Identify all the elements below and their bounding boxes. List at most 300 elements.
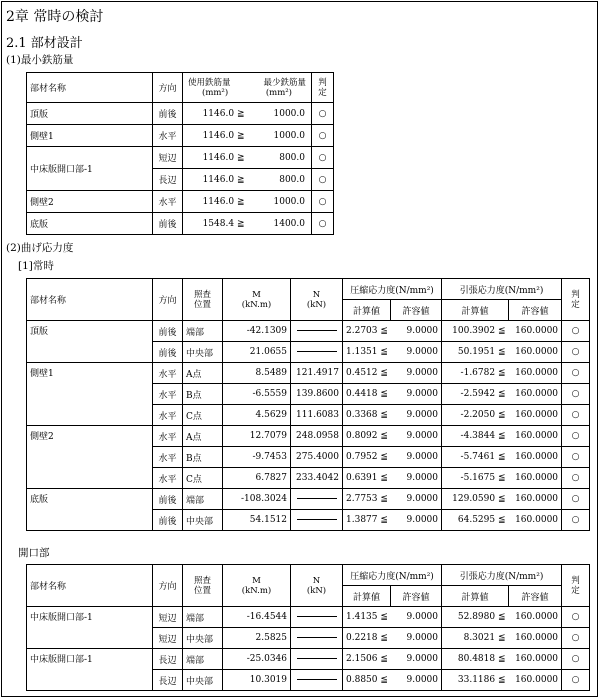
judge-ok-mark: ○ — [318, 218, 327, 229]
bending-header-n: N — [312, 289, 321, 300]
compress-calc-cell — [343, 363, 391, 384]
section-title: 2.1 部材設計 — [6, 36, 83, 51]
leq-symbol: ≦ — [380, 473, 388, 483]
tension-calc-cell — [442, 649, 509, 670]
tension-calc-cell — [442, 363, 509, 384]
compress-allow-cell: 9.0000 — [391, 489, 442, 510]
leq-symbol: ≦ — [497, 612, 506, 622]
position-cell: C点 — [183, 405, 223, 426]
axial-dash — [297, 679, 337, 680]
direction-cell: 前後 — [153, 489, 183, 510]
axial-value: 233.4042 — [296, 473, 339, 483]
member-cell: 頂版 — [27, 103, 153, 125]
judge-cell — [312, 147, 334, 169]
tension-calc-value: 33.1186 — [457, 675, 496, 685]
judge-cell — [312, 125, 334, 147]
judge-cell — [562, 405, 590, 426]
judge-cell — [312, 103, 334, 125]
opening-header-n: N — [312, 575, 321, 586]
judge-cell — [562, 342, 590, 363]
direction-cell: 前後 — [153, 213, 183, 235]
axial-cell — [291, 649, 343, 670]
axial-value: 248.0958 — [296, 431, 339, 441]
min-rebar-cell: 1400.0 — [248, 213, 312, 235]
tension-calc-cell — [442, 607, 509, 628]
leq-symbol: ≦ — [497, 389, 506, 399]
header-min: 最少鉄筋量 — [263, 77, 306, 88]
header-judge — [312, 73, 334, 103]
tension-allow-cell: 160.0000 — [509, 342, 562, 363]
tension-allow-cell: 160.0000 — [509, 447, 562, 468]
min-rebar-cell: 800.0 — [248, 169, 312, 191]
judge-cell — [562, 607, 590, 628]
tension-allow-cell: 160.0000 — [509, 426, 562, 447]
judge-cell — [562, 384, 590, 405]
bending-header-direction: 方向 — [153, 279, 183, 321]
direction-cell: 水平 — [153, 405, 183, 426]
axial-cell — [291, 510, 343, 531]
position-cell: 端部 — [183, 321, 223, 342]
axial-cell — [291, 468, 343, 489]
tension-allow-cell: 160.0000 — [509, 607, 562, 628]
used-rebar-value: 1146.0 — [202, 196, 235, 207]
table-row — [27, 321, 590, 342]
header-judge-text: 判定 — [318, 77, 327, 98]
axial-value: 111.6083 — [296, 410, 339, 420]
moment-cell: 54.1512 — [223, 510, 291, 531]
axial-value: 139.8600 — [296, 389, 339, 399]
axial-cell — [291, 405, 343, 426]
tension-allow-cell: 160.0000 — [509, 468, 562, 489]
moment-cell: -42.1309 — [223, 321, 291, 342]
min-rebar-cell: 1000.0 — [248, 103, 312, 125]
judge-ok-mark: ○ — [318, 152, 327, 163]
geq-symbol: ≧ — [236, 108, 245, 119]
member-cell: 側壁2 — [27, 191, 153, 213]
bending-header-m-unit: (kN.m) — [241, 299, 272, 310]
compress-allow-cell: 9.0000 — [391, 468, 442, 489]
axial-dash — [297, 498, 337, 499]
judge-cell — [562, 670, 590, 691]
compress-calc-cell — [343, 489, 391, 510]
opening-header-t-calc: 計算値 — [442, 586, 509, 607]
tension-allow-cell: 160.0000 — [509, 628, 562, 649]
compress-calc-value: 0.2218 — [346, 633, 378, 643]
tension-calc-cell — [442, 468, 509, 489]
moment-cell: -6.5559 — [223, 384, 291, 405]
tension-allow-cell: 160.0000 — [509, 489, 562, 510]
leq-symbol: ≦ — [380, 675, 388, 685]
tension-calc-cell — [442, 447, 509, 468]
compress-calc-value: 0.6391 — [346, 473, 378, 483]
geq-symbol: ≧ — [236, 130, 245, 141]
moment-cell: 21.0655 — [223, 342, 291, 363]
table-row — [27, 125, 334, 147]
leq-symbol: ≦ — [380, 410, 388, 420]
min-rebar-cell: 800.0 — [248, 147, 312, 169]
tension-allow-cell: 160.0000 — [509, 321, 562, 342]
judge-ok-mark: ○ — [571, 389, 580, 399]
leq-symbol: ≦ — [497, 368, 506, 378]
judge-cell — [562, 363, 590, 384]
member-cell: 側壁2 — [27, 426, 153, 489]
leq-symbol: ≦ — [497, 473, 506, 483]
compress-calc-cell — [343, 321, 391, 342]
tension-allow-cell: 160.0000 — [509, 384, 562, 405]
compress-allow-cell: 9.0000 — [391, 384, 442, 405]
position-cell: 端部 — [183, 649, 223, 670]
member-cell: 中床版開口部-1 — [27, 649, 153, 691]
judge-cell — [562, 426, 590, 447]
leq-symbol: ≦ — [380, 494, 388, 504]
member-cell: 中床版開口部-1 — [27, 147, 153, 191]
judge-ok-mark: ○ — [571, 431, 580, 441]
position-cell: A点 — [183, 363, 223, 384]
judge-ok-mark: ○ — [571, 515, 580, 525]
leq-symbol: ≦ — [497, 675, 506, 685]
judge-cell — [562, 447, 590, 468]
compress-allow-cell: 9.0000 — [391, 447, 442, 468]
leq-symbol: ≦ — [380, 347, 388, 357]
tension-calc-value: 100.3902 — [452, 326, 496, 336]
direction-cell: 前後 — [153, 510, 183, 531]
table-row — [27, 191, 334, 213]
tension-calc-value: -5.7461 — [460, 452, 496, 462]
compress-allow-cell: 9.0000 — [391, 628, 442, 649]
leq-symbol: ≦ — [497, 326, 506, 336]
compress-calc-cell — [343, 649, 391, 670]
judge-cell — [562, 489, 590, 510]
axial-dash — [297, 658, 337, 659]
compress-allow-cell: 9.0000 — [391, 342, 442, 363]
direction-cell: 水平 — [153, 447, 183, 468]
leq-symbol: ≦ — [497, 431, 506, 441]
tension-calc-value: 52.8980 — [457, 612, 496, 622]
judge-ok-mark: ○ — [571, 326, 580, 336]
moment-cell: 12.7079 — [223, 426, 291, 447]
position-cell: B点 — [183, 384, 223, 405]
compress-calc-value: 1.3877 — [346, 515, 378, 525]
tension-calc-value: 80.4818 — [457, 654, 496, 664]
used-rebar-cell — [183, 103, 248, 125]
min-rebar-cell: 1000.0 — [248, 191, 312, 213]
used-rebar-value: 1146.0 — [202, 174, 235, 185]
axial-cell — [291, 426, 343, 447]
axial-dash — [297, 351, 337, 352]
tension-allow-cell: 160.0000 — [509, 510, 562, 531]
judge-ok-mark: ○ — [571, 612, 580, 622]
direction-cell: 短辺 — [153, 628, 183, 649]
bending-header-position-text: 照査位置 — [193, 289, 211, 310]
judge-ok-mark: ○ — [318, 196, 327, 207]
header-min-unit: (mm²) — [265, 87, 292, 98]
compress-calc-cell — [343, 510, 391, 531]
judge-cell — [562, 628, 590, 649]
geq-symbol: ≧ — [236, 174, 245, 185]
direction-cell: 水平 — [153, 191, 183, 213]
opening-header-judge-text: 判定 — [571, 575, 580, 596]
min-rebar-heading: (1)最小鉄筋量 — [6, 54, 74, 66]
leq-symbol: ≦ — [380, 431, 388, 441]
position-cell: B点 — [183, 447, 223, 468]
axial-dash — [297, 330, 337, 331]
moment-cell: 8.5489 — [223, 363, 291, 384]
tension-calc-cell — [442, 510, 509, 531]
direction-cell: 水平 — [153, 384, 183, 405]
opening-header-axial — [291, 565, 343, 607]
compress-calc-value: 0.8850 — [346, 675, 378, 685]
leq-symbol: ≦ — [497, 410, 506, 420]
leq-symbol: ≦ — [380, 326, 388, 336]
direction-cell: 長辺 — [153, 670, 183, 691]
axial-cell — [291, 489, 343, 510]
compress-calc-cell — [343, 384, 391, 405]
table-row — [27, 607, 590, 628]
compress-calc-cell — [343, 342, 391, 363]
header-used: 使用鉄筋量 — [188, 77, 231, 88]
position-cell: 端部 — [183, 489, 223, 510]
direction-cell: 前後 — [153, 342, 183, 363]
used-rebar-cell — [183, 147, 248, 169]
opening-header-tension: 引張応力度(N/mm²) — [442, 565, 562, 586]
opening-header-moment — [223, 565, 291, 607]
header-rebar — [183, 73, 312, 103]
tension-calc-value: 129.0590 — [452, 494, 496, 504]
bending-heading: (2)曲げ応力度 — [6, 242, 74, 254]
leq-symbol: ≦ — [380, 452, 388, 462]
direction-cell: 長辺 — [153, 649, 183, 670]
opening-header-c-calc: 計算値 — [343, 586, 391, 607]
min-rebar-table — [26, 72, 334, 235]
compress-allow-cell: 9.0000 — [391, 510, 442, 531]
moment-cell: -25.0346 — [223, 649, 291, 670]
leq-symbol: ≦ — [497, 347, 506, 357]
axial-cell — [291, 447, 343, 468]
axial-cell — [291, 628, 343, 649]
compress-calc-value: 0.8092 — [346, 431, 378, 441]
position-cell: A点 — [183, 426, 223, 447]
geq-symbol: ≧ — [236, 152, 245, 163]
used-rebar-value: 1146.0 — [202, 152, 235, 163]
used-rebar-cell — [183, 213, 248, 235]
axial-cell — [291, 670, 343, 691]
bending-header-judge — [562, 279, 590, 321]
opening-header-m: M — [252, 575, 261, 586]
opening-header-member: 部材名称 — [27, 565, 153, 607]
used-rebar-value: 1146.0 — [202, 108, 235, 119]
opening-heading: 開口部 — [18, 547, 50, 559]
judge-ok-mark: ○ — [318, 174, 327, 185]
member-cell: 側壁1 — [27, 125, 153, 147]
bending-header-n-unit: (kN) — [306, 299, 327, 310]
axial-cell — [291, 321, 343, 342]
axial-cell — [291, 363, 343, 384]
opening-header-compress: 圧縮応力度(N/mm²) — [343, 565, 442, 586]
tension-calc-value: -1.6782 — [460, 368, 496, 378]
used-rebar-cell — [183, 125, 248, 147]
judge-cell — [562, 321, 590, 342]
bending-header-compress: 圧縮応力度(N/mm²) — [343, 279, 442, 300]
tension-calc-cell — [442, 670, 509, 691]
axial-dash — [297, 616, 337, 617]
direction-cell: 短辺 — [153, 147, 183, 169]
compress-calc-cell — [343, 628, 391, 649]
axial-cell — [291, 607, 343, 628]
table-row — [27, 363, 590, 384]
tension-calc-cell — [442, 426, 509, 447]
table-row — [27, 213, 334, 235]
axial-value: 275.4000 — [296, 452, 339, 462]
bending-header-judge-text: 判定 — [571, 289, 580, 310]
bending-header-c-calc: 計算値 — [343, 300, 391, 321]
tension-calc-cell — [442, 321, 509, 342]
compress-allow-cell: 9.0000 — [391, 670, 442, 691]
position-cell: C点 — [183, 468, 223, 489]
leq-symbol: ≦ — [497, 633, 506, 643]
tension-calc-cell — [442, 489, 509, 510]
table-row — [27, 489, 590, 510]
judge-ok-mark: ○ — [571, 675, 580, 685]
judge-ok-mark: ○ — [571, 633, 580, 643]
opening-table — [26, 564, 590, 691]
bending-header-c-allow: 許容値 — [391, 300, 442, 321]
bending-header-t-allow: 許容値 — [509, 300, 562, 321]
compress-calc-cell — [343, 607, 391, 628]
moment-cell: -9.7453 — [223, 447, 291, 468]
opening-header-position — [183, 565, 223, 607]
used-rebar-cell — [183, 169, 248, 191]
position-cell: 中央部 — [183, 628, 223, 649]
compress-allow-cell: 9.0000 — [391, 607, 442, 628]
tension-allow-cell: 160.0000 — [509, 363, 562, 384]
moment-cell: -16.4544 — [223, 607, 291, 628]
tension-calc-value: -4.3844 — [460, 431, 496, 441]
compress-allow-cell: 9.0000 — [391, 321, 442, 342]
opening-header-m-unit: (kN.m) — [241, 585, 272, 596]
direction-cell: 短辺 — [153, 607, 183, 628]
member-cell: 頂版 — [27, 321, 153, 363]
bending-header-axial — [291, 279, 343, 321]
judge-cell — [562, 649, 590, 670]
table-row — [27, 103, 334, 125]
judge-cell — [562, 510, 590, 531]
leq-symbol: ≦ — [497, 515, 506, 525]
judge-ok-mark: ○ — [318, 108, 327, 119]
compress-calc-value: 1.4135 — [346, 612, 378, 622]
axial-dash — [297, 637, 337, 638]
geq-symbol: ≧ — [236, 218, 245, 229]
opening-header-direction: 方向 — [153, 565, 183, 607]
direction-cell: 前後 — [153, 103, 183, 125]
header-used-unit: (mm²) — [202, 87, 229, 98]
direction-cell: 長辺 — [153, 169, 183, 191]
tension-allow-cell: 160.0000 — [509, 670, 562, 691]
opening-header-t-allow: 許容値 — [509, 586, 562, 607]
opening-header-judge — [562, 565, 590, 607]
table-row — [27, 147, 334, 169]
member-cell: 底版 — [27, 213, 153, 235]
tension-calc-cell — [442, 628, 509, 649]
bending-header-tension: 引張応力度(N/mm²) — [442, 279, 562, 300]
position-cell: 中央部 — [183, 670, 223, 691]
header-member: 部材名称 — [27, 73, 153, 103]
compress-calc-cell — [343, 468, 391, 489]
tension-calc-value: 50.1951 — [457, 347, 496, 357]
opening-header-n-unit: (kN) — [306, 585, 327, 596]
moment-cell: 2.5825 — [223, 628, 291, 649]
judge-ok-mark: ○ — [571, 654, 580, 664]
tension-calc-value: -2.5942 — [460, 389, 496, 399]
table-row — [27, 426, 590, 447]
judge-cell — [312, 213, 334, 235]
tension-calc-value: -5.1675 — [460, 473, 496, 483]
direction-cell: 水平 — [153, 426, 183, 447]
geq-symbol: ≧ — [236, 196, 245, 207]
leq-symbol: ≦ — [497, 452, 506, 462]
bending-header-t-calc: 計算値 — [442, 300, 509, 321]
compress-calc-cell — [343, 426, 391, 447]
leq-symbol: ≦ — [380, 633, 388, 643]
judge-ok-mark: ○ — [571, 494, 580, 504]
moment-cell: 10.3019 — [223, 670, 291, 691]
judge-cell — [312, 169, 334, 191]
leq-symbol: ≦ — [380, 515, 388, 525]
leq-symbol: ≦ — [497, 654, 506, 664]
axial-value: 121.4917 — [296, 368, 339, 378]
used-rebar-value: 1146.0 — [202, 130, 235, 141]
compress-allow-cell: 9.0000 — [391, 405, 442, 426]
axial-dash — [297, 519, 337, 520]
tension-calc-value: 8.3021 — [463, 633, 496, 643]
moment-cell: 6.7827 — [223, 468, 291, 489]
leq-symbol: ≦ — [380, 612, 388, 622]
compress-allow-cell: 9.0000 — [391, 363, 442, 384]
tension-allow-cell: 160.0000 — [509, 649, 562, 670]
bending-table — [26, 278, 590, 531]
axial-cell — [291, 342, 343, 363]
compress-allow-cell: 9.0000 — [391, 426, 442, 447]
tension-calc-cell — [442, 384, 509, 405]
compress-calc-cell — [343, 447, 391, 468]
tension-calc-value: -2.2050 — [460, 410, 496, 420]
compress-calc-value: 2.7753 — [346, 494, 378, 504]
judge-cell — [312, 191, 334, 213]
leq-symbol: ≦ — [380, 368, 388, 378]
bending-header-position — [183, 279, 223, 321]
member-cell: 底版 — [27, 489, 153, 531]
chapter-title: 2章 常時の検討 — [6, 9, 104, 25]
compress-calc-value: 0.3368 — [346, 410, 378, 420]
compress-calc-value: 0.4418 — [346, 389, 378, 399]
opening-header-position-text: 照査位置 — [193, 575, 211, 596]
compress-calc-value: 0.7952 — [346, 452, 378, 462]
opening-header-c-allow: 許容値 — [391, 586, 442, 607]
direction-cell: 水平 — [153, 468, 183, 489]
position-cell: 端部 — [183, 607, 223, 628]
direction-cell: 水平 — [153, 363, 183, 384]
moment-cell: 4.5629 — [223, 405, 291, 426]
judge-ok-mark: ○ — [571, 410, 580, 420]
judge-ok-mark: ○ — [318, 130, 327, 141]
tension-allow-cell: 160.0000 — [509, 405, 562, 426]
compress-calc-value: 2.2703 — [346, 326, 378, 336]
header-direction: 方向 — [153, 73, 183, 103]
direction-cell: 水平 — [153, 125, 183, 147]
compress-calc-cell — [343, 405, 391, 426]
bending-header-m: M — [252, 289, 261, 300]
bending-subheading: [1]常時 — [18, 260, 54, 272]
judge-cell — [562, 468, 590, 489]
